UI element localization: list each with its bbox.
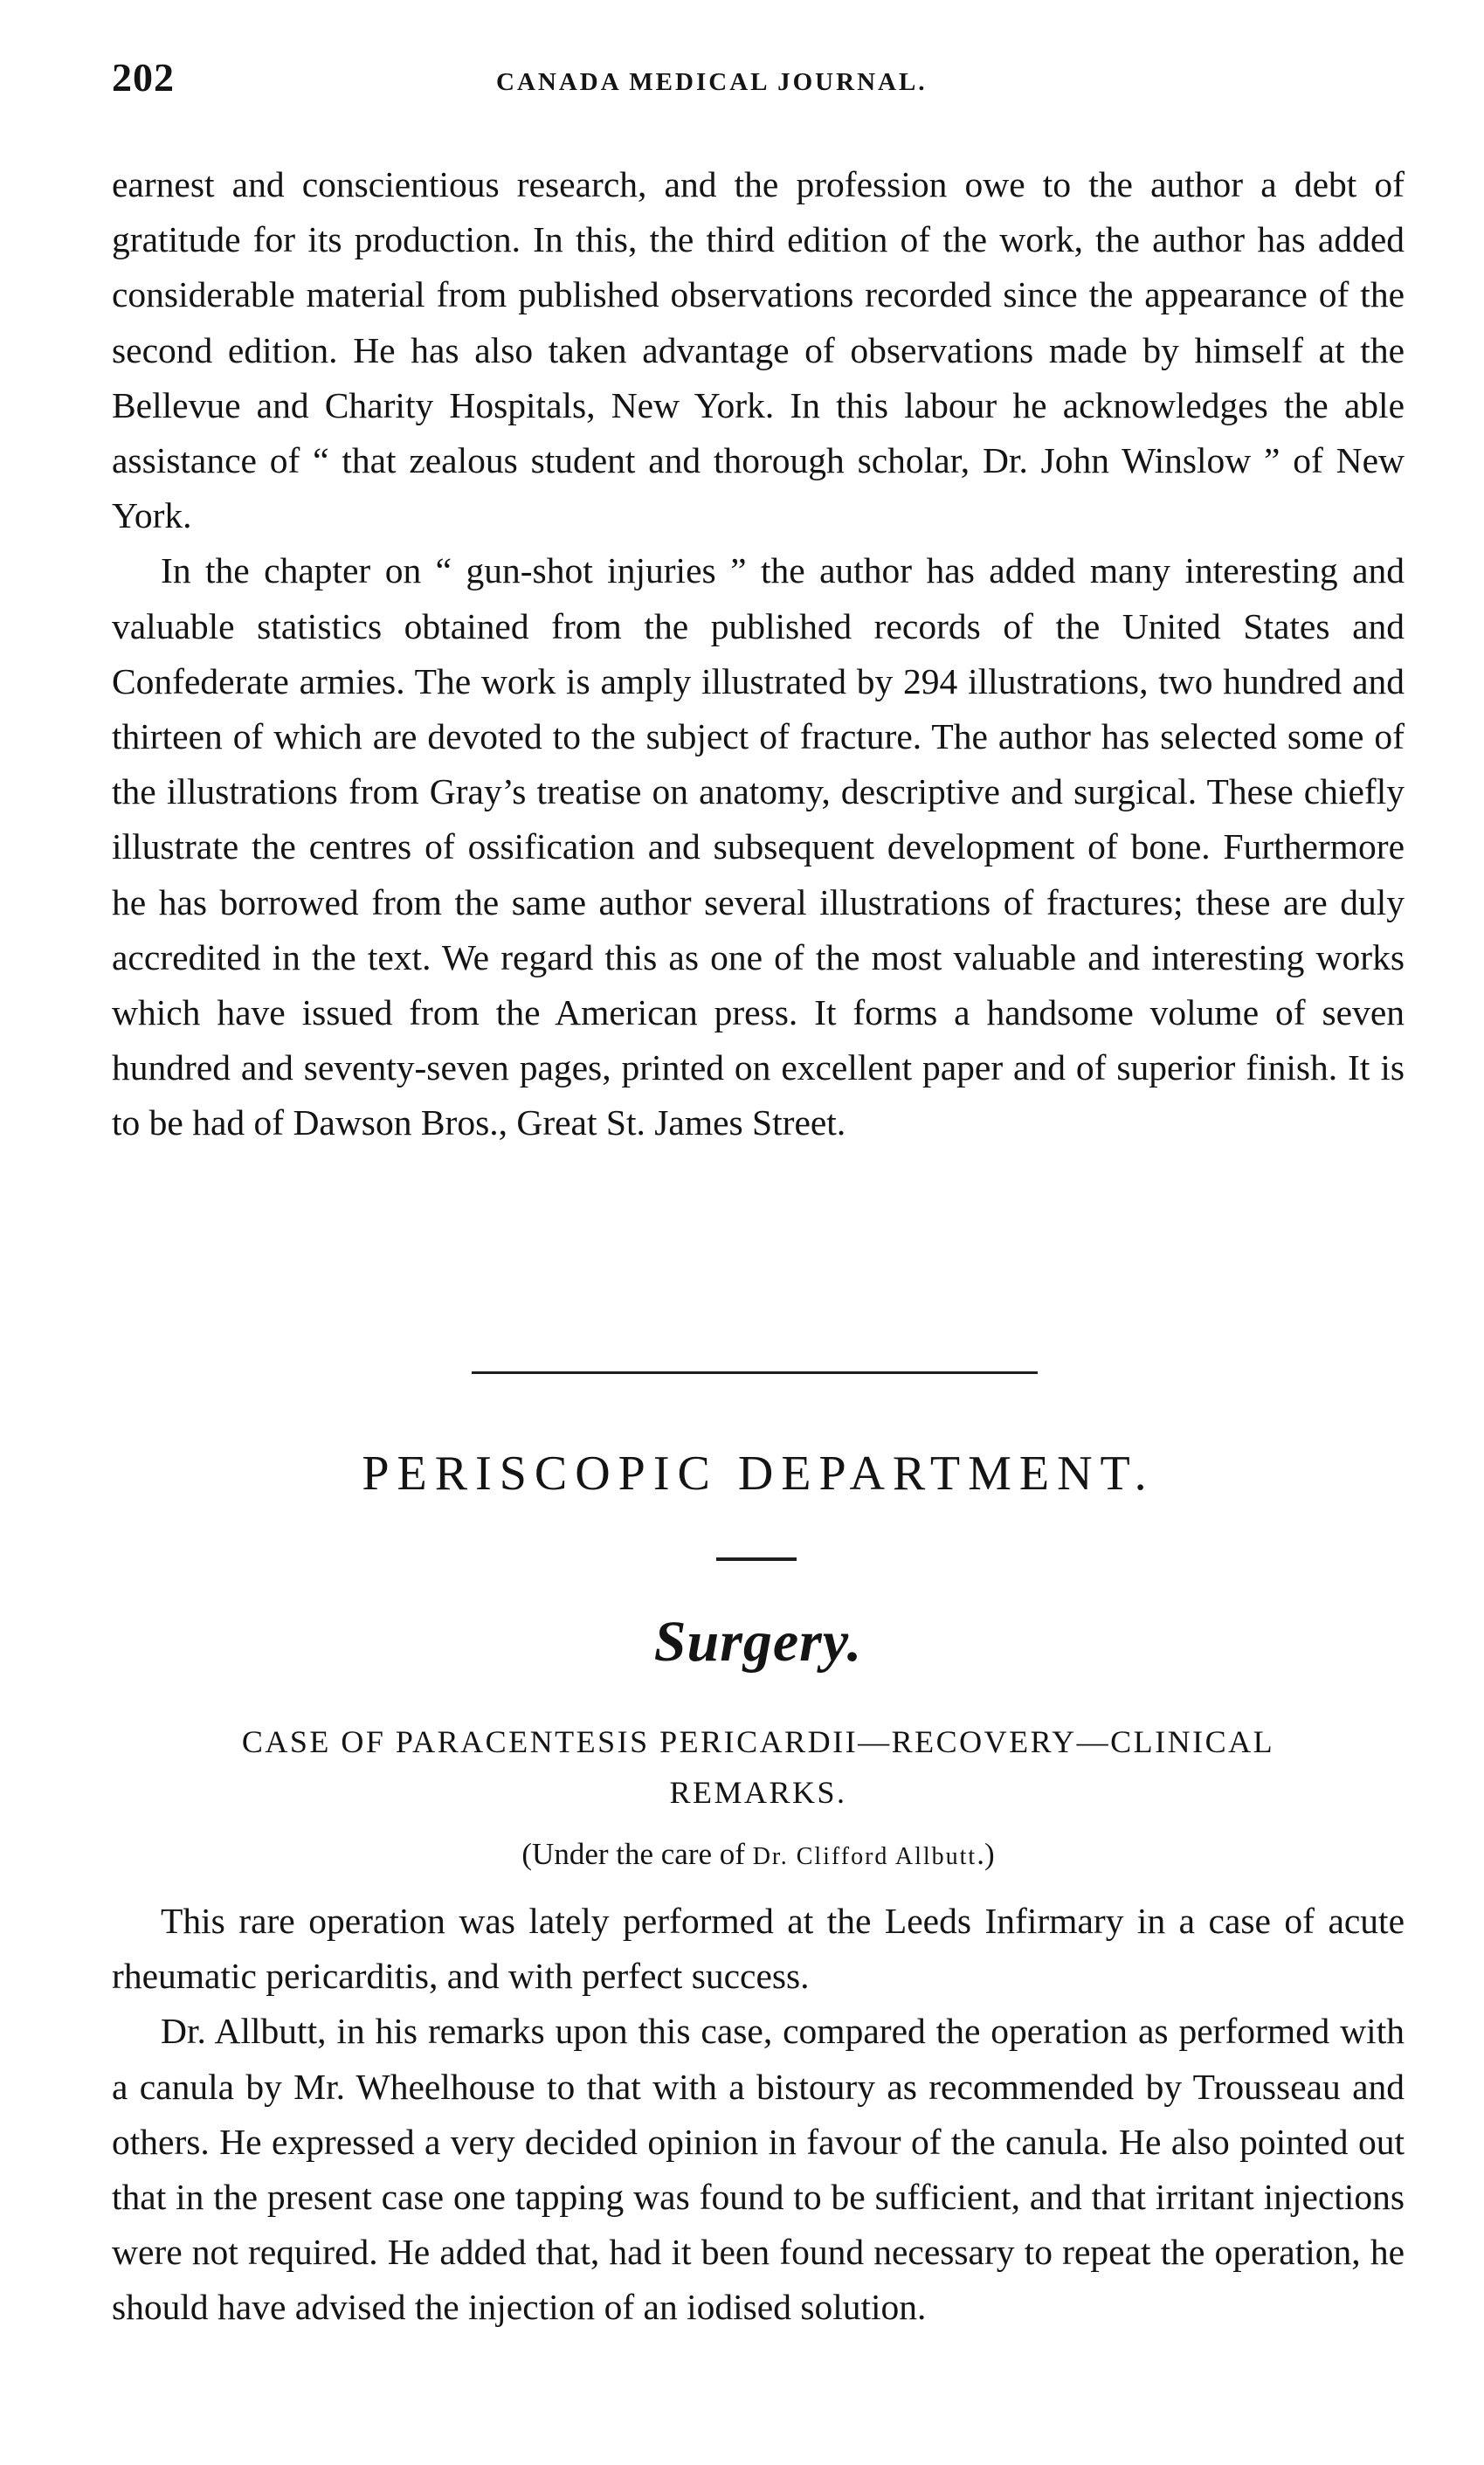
article-paragraph: Dr. Allbutt, in his remarks upon this case, compared the operation as performed with a canula by Mr. Wheelhouse to that with a bistoury as recommended by Trousseau and others. He expressed a very decided opinion in favour of the canula. He also pointed out that in the present case one tapping was found to be sufficient, and that irritant injections were not required. He added that, had it been found necessary to repeat the operation, he should have advised the injection of an iodised solution.	[112, 2011, 1405, 2328]
article-text	[112, 1894, 1405, 2336]
department-heading: PERISCOPIC DEPARTMENT.	[362, 1447, 1155, 1501]
article-title	[112, 1716, 1405, 1818]
section-heading: Surgery.	[653, 1610, 863, 1674]
article-paragraph: This rare operation was lately performed at the Leeds Infirmary in a case of acute rheumatic pericarditis, and with perfect success.	[112, 1901, 1405, 1997]
byline-name: Dr. Clifford Allbutt	[752, 1843, 977, 1870]
journal-title: CANADA MEDICAL JOURNAL.	[496, 68, 928, 96]
review-paragraph: In the chapter on “ gun-shot injuries ” the author has added many interesting and valuable statistics obtained from the published records of the United States and Confederate armies. The work is amply illustrated by 294 illustrations, two hundred and thirteen of which are devoted to the subject of fracture. The author has selected some of the illustrations from Gray’s treatise on anatomy, descriptive and surgical. These chiefly illustrate the centres of ossification and subsequent development of bone. Furthermore he has borrowed from the same author several illustrations of fractures; these are duly accredited in the text. We regard this as one of the most valuable and interesting works which have issued from the American press. It forms a handsome volume of seven hundred and seventy-seven pages, printed on excellent paper and of superior finish. It is to be had of Dawson Bros., Great St. James Street.	[112, 550, 1405, 1143]
short-divider-rule	[716, 1557, 797, 1561]
review-text	[112, 157, 1405, 1151]
review-paragraph: earnest and conscientious research, and the profession owe to the author a debt of gratitude for its production. In this, the third edition of the work, the author has added considerable material from published observations recorded since the appearance of the second edition. He has also taken advantage of observations made by himself at the Bellevue and Charity Hospitals, New York. In this labour he acknowledges the able assistance of “ that zealous student and thorough scholar, Dr. John Winslow ” of New York.	[112, 164, 1405, 536]
article-title-line: REMARKS.	[669, 1775, 847, 1810]
section-divider-rule	[472, 1371, 1038, 1374]
article-title-line: CASE OF PARACENTESIS PERICARDII—RECOVERY—CLINICAL	[241, 1724, 1275, 1759]
byline-suffix: .)	[977, 1837, 995, 1871]
page-number: 202	[112, 55, 175, 100]
article-byline	[112, 1837, 1405, 1872]
running-head	[112, 54, 1405, 115]
byline-prefix: (Under the care of	[521, 1837, 753, 1871]
